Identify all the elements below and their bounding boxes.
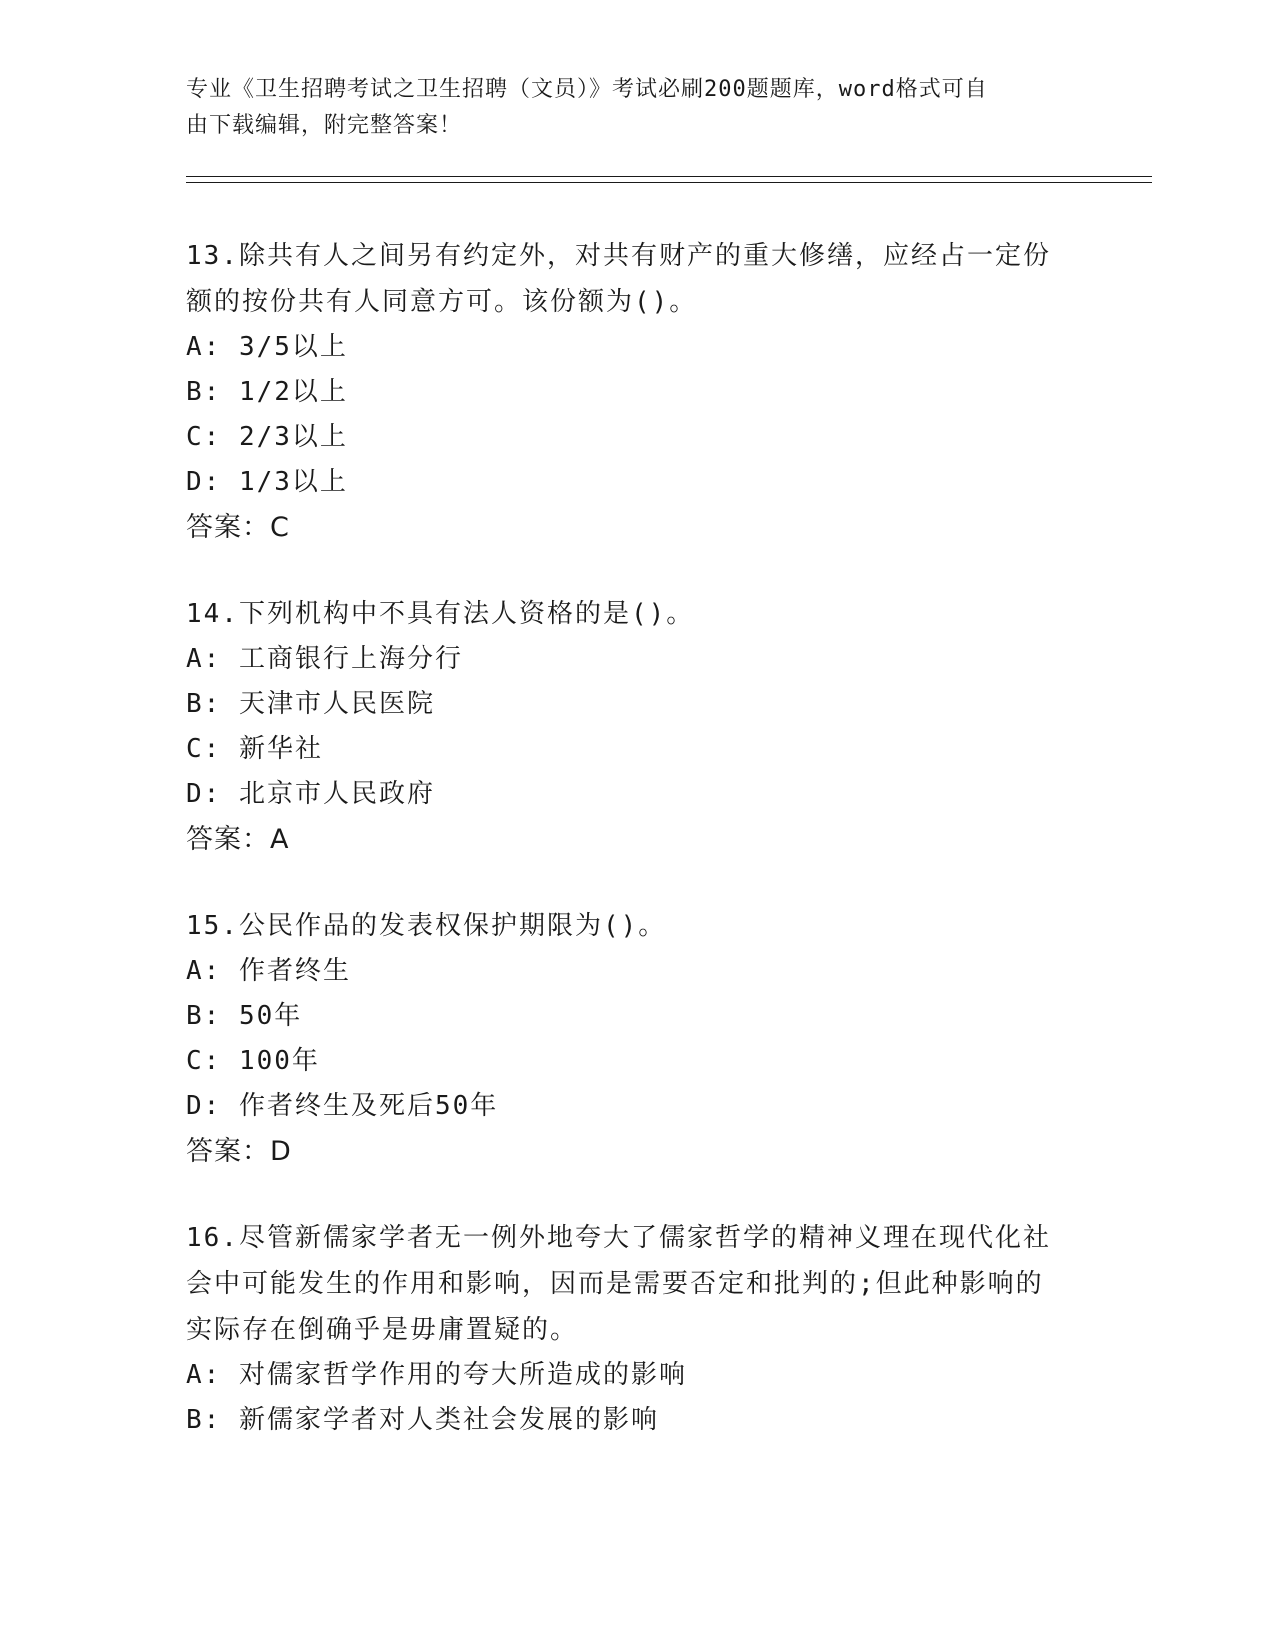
question-stem-line: 实际存在倒确乎是毋庸置疑的。: [186, 1315, 579, 1345]
option-c: C: 100年: [186, 1046, 320, 1076]
option-c: C: 2/3以上: [186, 422, 348, 452]
option-a: A: 3/5以上: [186, 332, 348, 362]
option-d: D: 北京市人民政府: [186, 779, 435, 809]
option-b: B: 天津市人民医院: [186, 689, 435, 719]
question-15: [186, 903, 1086, 1175]
option-b: B: 新儒家学者对人类社会发展的影响: [186, 1405, 659, 1435]
question-list: [186, 233, 1086, 1483]
question-stem-line: 15.公民作品的发表权保护期限为()。: [186, 911, 667, 941]
option-d: D: 1/3以上: [186, 467, 348, 497]
question-stem-line: 13.除共有人之间另有约定外，对共有财产的重大修缮，应经占一定份: [186, 241, 1051, 271]
header-title-line1: 专业《卫生招聘考试之卫生招聘（文员）》考试必刷200题题库，word格式可自: [186, 77, 988, 102]
question-13: [186, 233, 1086, 551]
answer-label: 答案：C: [186, 512, 290, 543]
header-divider-top: [186, 176, 1152, 177]
document-header: [186, 72, 1066, 144]
answer-label: 答案：A: [186, 824, 290, 855]
option-d: D: 作者终生及死后50年: [186, 1091, 499, 1121]
option-c: C: 新华社: [186, 734, 323, 764]
header-title-line2: 由下载编辑，附完整答案！: [186, 113, 463, 138]
question-stem-line: 16.尽管新儒家学者无一例外地夸大了儒家哲学的精神义理在现代化社: [186, 1223, 1051, 1253]
answer-label: 答案：D: [186, 1136, 292, 1167]
option-a: A: 作者终生: [186, 956, 351, 986]
option-a: A: 工商银行上海分行: [186, 644, 463, 674]
option-b: B: 1/2以上: [186, 377, 348, 407]
header-divider-bottom: [186, 182, 1152, 183]
question-stem-line: 会中可能发生的作用和影响，因而是需要否定和批判的;但此种影响的: [186, 1269, 1044, 1299]
question-14: [186, 591, 1086, 863]
option-a: A: 对儒家哲学作用的夸大所造成的影响: [186, 1360, 687, 1390]
question-stem-line: 14.下列机构中不具有法人资格的是()。: [186, 599, 695, 629]
option-b: B: 50年: [186, 1001, 303, 1031]
question-stem-line: 额的按份共有人同意方可。该份额为()。: [186, 287, 698, 317]
question-16: [186, 1215, 1086, 1443]
